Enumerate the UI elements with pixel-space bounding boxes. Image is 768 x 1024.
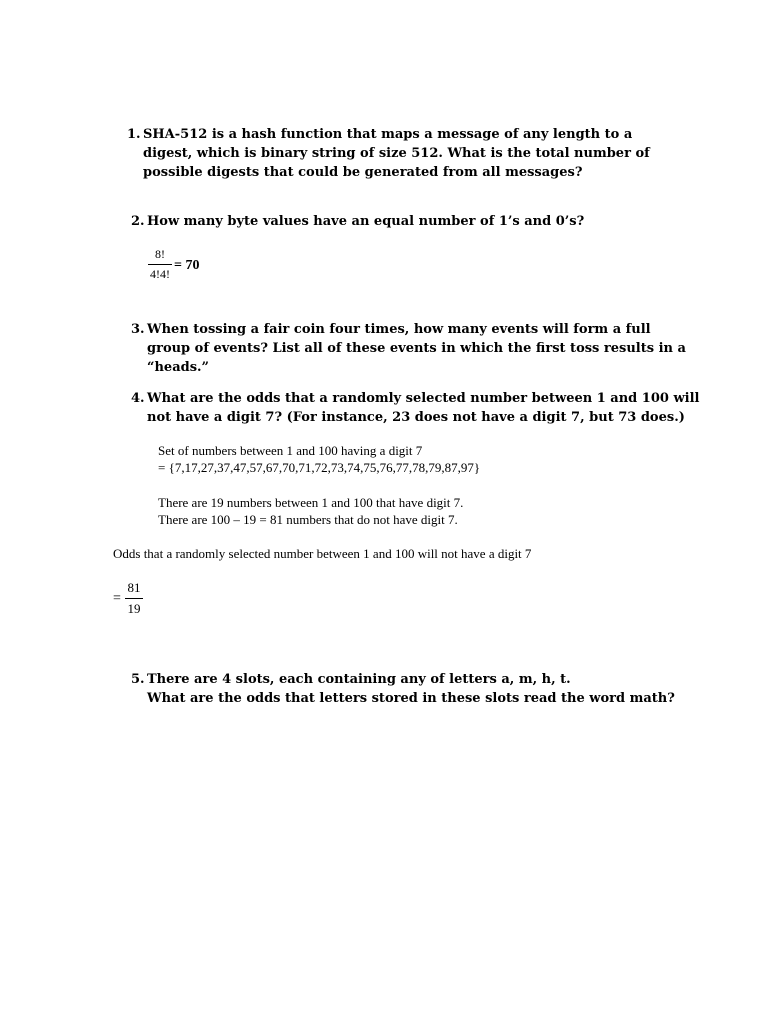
question-text-line: SHA-512 is a hash function that maps a message of any length to a [143, 127, 633, 142]
answer-4-odds-fraction [125, 580, 143, 617]
fraction-bar [125, 598, 143, 599]
question-text-line: possible digests that could be generated from all messages? [143, 165, 583, 180]
question-text-line: When tossing a fair coin four times, how many events will form a full [147, 322, 651, 337]
question-1 [127, 125, 650, 182]
fraction-numerator: 8! [155, 247, 165, 261]
answer-4-set-values: = {7,17,27,37,47,57,67,70,71,72,73,74,75,76,77,78,79,87,97} [158, 460, 481, 475]
answer-4-set-label: Set of numbers between 1 and 100 having a digit 7 [158, 443, 423, 458]
answer-4-odds-label: Odds that a randomly selected number between 1 and 100 will not have a digit 7 [113, 546, 532, 561]
answer-4-count-without: There are 100 – 19 = 81 numbers that do not have digit 7. [158, 512, 458, 527]
question-text-line: There are 4 slots, each containing any of letters a, m, h, t. [147, 672, 571, 687]
question-text-line: not have a digit 7? (For instance, 23 does not have a digit 7, but 73 does.) [147, 410, 685, 425]
question-text-line: What are the odds that letters stored in these slots read the word math? [147, 691, 675, 706]
question-text-line: “heads.” [147, 360, 210, 375]
answer-4-count-with: There are 19 numbers between 1 and 100 that have digit 7. [158, 495, 464, 510]
question-number: 4. [131, 391, 145, 406]
question-4 [131, 389, 700, 427]
question-text-line: How many byte values have an equal number of 1’s and 0’s? [147, 214, 585, 229]
question-number: 3. [131, 322, 145, 337]
question-number: 1. [127, 127, 141, 142]
question-2 [131, 212, 585, 231]
question-number: 5. [131, 672, 145, 687]
question-5 [131, 670, 675, 708]
fraction-denominator: 19 [127, 601, 141, 616]
question-text-line: digest, which is binary string of size 512. What is the total number of [143, 146, 650, 161]
answer-2-fraction [148, 247, 172, 282]
fraction-numerator: 81 [127, 580, 141, 595]
question-3 [131, 320, 686, 377]
fraction-bar [148, 264, 172, 265]
answer-2-result: = 70 [174, 258, 200, 273]
answer-4-odds-equals: = [113, 591, 121, 606]
question-text-line: group of events? List all of these events in which the first toss results in a [147, 341, 686, 356]
fraction-denominator: 4!4! [150, 267, 170, 281]
question-number: 2. [131, 214, 145, 229]
question-text-line: What are the odds that a randomly selected number between 1 and 100 will [147, 391, 700, 406]
